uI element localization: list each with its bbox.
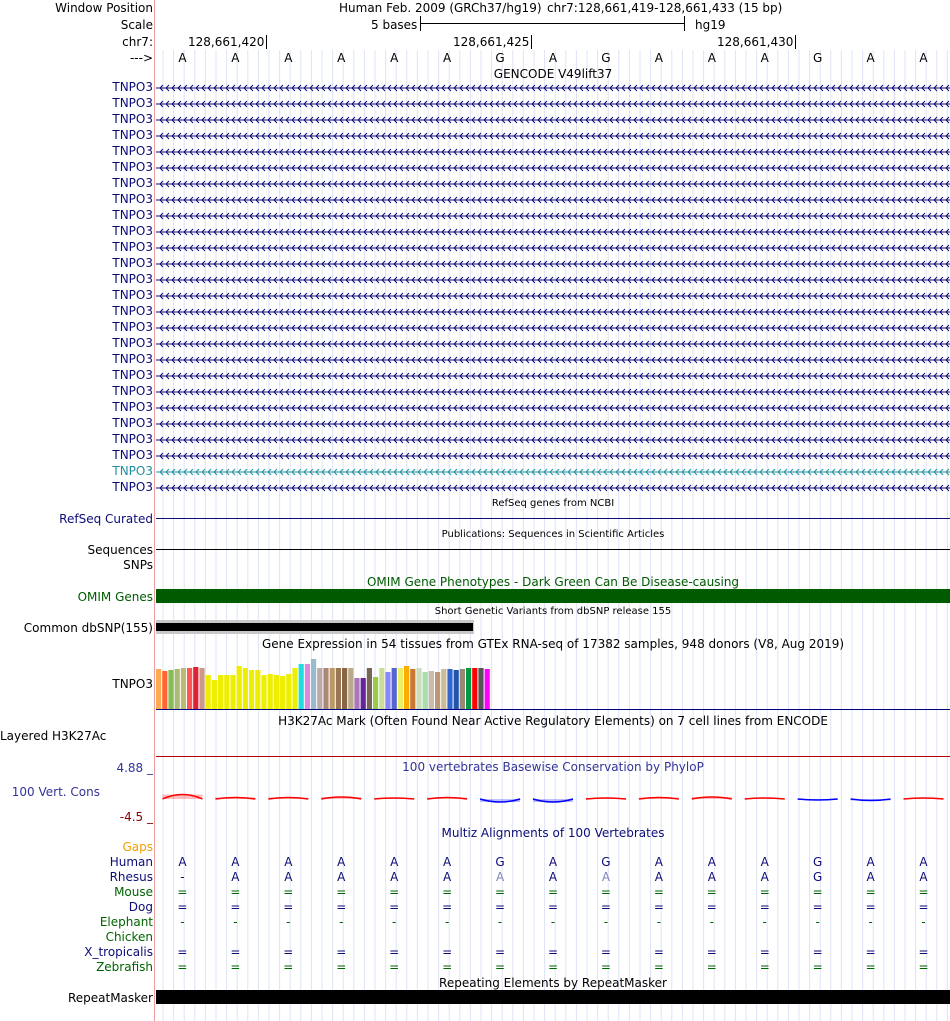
gtex-tissue-bar [385,672,390,709]
repeatmasker-track-title: Repeating Elements by RepeatMasker [439,976,667,990]
multiz-base: = [706,900,717,914]
multiz-base: G [601,855,611,869]
multiz-base: = [230,960,241,974]
multiz-base: - [339,915,344,929]
multiz-base: A [231,870,240,884]
gtex-tissue-bar [373,677,378,709]
phylop-score-bar [692,797,732,799]
gtex-tissue-bar [175,669,180,709]
multiz-base: A [919,855,928,869]
multiz-base: = [495,960,506,974]
multiz-base: = [759,960,770,974]
multiz-base: A [548,870,558,884]
multiz-species-label[interactable]: Rhesus [109,870,153,884]
gencode-transcript-label[interactable]: TNPO3 [112,176,153,190]
phylop-score-bar [268,798,308,800]
ruler-tick-3: 128,661,430 [717,35,796,49]
multiz-base: = [389,900,400,914]
repeatmasker-track-label[interactable]: RepeatMasker [67,991,153,1005]
ruler-tick-2: 128,661,425 [453,35,532,49]
multiz-base: = [442,960,453,974]
multiz-base: A [443,870,452,884]
multiz-base: = [177,885,188,899]
multiz-base: = [389,960,400,974]
gencode-transcript-label[interactable]: TNPO3 [112,336,153,350]
gtex-tissue-bar [361,678,366,709]
gtex-tissue-bar [249,670,254,709]
gtex-tissue-bar [199,668,204,709]
gtex-tissue-bar [435,672,440,709]
multiz-base: = [653,960,664,974]
multiz-base: = [865,885,876,899]
multiz-base: = [865,960,876,974]
multiz-base: A [390,855,399,869]
multiz-base: = [653,885,664,899]
gencode-transcript-label[interactable]: TNPO3 [112,288,153,302]
multiz-base: = [812,885,823,899]
gtex-tissue-bar [224,675,229,709]
gencode-transcript-label[interactable]: TNPO3 [112,304,153,318]
multiz-base: = [865,945,876,959]
multiz-base: = [706,945,717,959]
multiz-base: = [812,960,823,974]
multiz-base: = [865,900,876,914]
multiz-base: A [178,855,187,869]
multiz-base: A [548,855,558,869]
gtex-tissue-bar [410,669,415,709]
gtex-tissue-bar [299,664,304,709]
omim-track-label[interactable]: OMIM Genes [77,590,153,604]
multiz-base: = [706,885,717,899]
gencode-transcript-label[interactable]: TNPO3 [112,432,153,446]
multiz-species-label[interactable]: Elephant [99,915,153,929]
gtex-tissue-bar [342,668,347,709]
phylop-score-bar [480,799,520,802]
refseq-track-label[interactable]: RefSeq Curated [59,512,153,526]
gtex-tissue-bar [478,668,483,709]
multiz-species-label[interactable]: X_tropicalis [84,945,153,959]
multiz-base: A [443,855,452,869]
reference-base: A [390,51,399,65]
multiz-base: = [812,900,823,914]
multiz-base: A [231,855,240,869]
multiz-base: = [442,945,453,959]
multiz-base: = [600,885,611,899]
chrom-label: chr7: [122,35,153,49]
gtex-tissue-bar [218,675,223,709]
multiz-base: - [868,915,873,929]
gencode-transcript-label[interactable]: TNPO3 [112,112,153,126]
dbsnp-track-title: Short Genetic Variants from dbSNP release 155 [434,606,672,617]
multiz-species-label[interactable]: Dog [128,900,153,914]
multiz-base: = [230,945,241,959]
gtex-tissue-bar [392,668,397,709]
multiz-base: - [709,915,714,929]
gencode-transcript-label[interactable]: TNPO3 [112,80,153,94]
gencode-track-title: GENCODE V49lift37 [493,67,613,81]
gencode-transcript-label[interactable]: TNPO3 [112,480,153,494]
multiz-base: G [813,870,823,884]
multiz-base: = [495,885,506,899]
gtex-tissue-bar [237,666,242,709]
multiz-base: A [284,855,293,869]
phylop-score-bar [904,798,944,799]
gtex-tissue-bar [429,671,434,709]
reference-base: G [601,51,611,65]
phylop-signal[interactable] [156,776,950,826]
phylop-min-label: -4.5 _ [119,810,153,824]
gencode-transcripts[interactable] [156,78,950,508]
gtex-tissue-bar [255,670,260,709]
gtex-track-label[interactable]: TNPO3 [112,677,153,691]
gtex-tissue-bar [193,667,198,709]
multiz-base: - [815,915,820,929]
phylop-score-bar [427,798,467,800]
multiz-species-label[interactable]: Zebrafish [96,960,153,974]
strand-arrow-label: ---> [129,51,153,65]
refseq-gene-line[interactable] [156,518,950,519]
gencode-transcript-label[interactable]: TNPO3 [112,160,153,174]
multiz-base: A [337,855,346,869]
multiz-base: = [759,885,770,899]
gtex-tissue-bar [156,669,161,709]
window-position-label: Window Position [55,1,153,15]
gencode-transcript-label[interactable]: TNPO3 [112,96,153,110]
reference-base: G [495,51,505,65]
publications-track-title: Publications: Sequences in Scientific Articles [441,529,665,540]
multiz-base: = [653,900,664,914]
phylop-track-label[interactable]: 100 Vert. Cons [11,785,100,799]
gencode-transcript-label[interactable]: TNPO3 [112,208,153,222]
gtex-tissue-bar [423,672,428,709]
reference-base: A [866,51,875,65]
gtex-tissue-bar [460,669,465,709]
gtex-tissue-bar [243,668,248,709]
scale-bar-label: 5 bases [371,18,418,32]
gtex-tissue-bar [330,668,335,709]
multiz-species-label[interactable]: Chicken [105,930,153,944]
multiz-base: = [706,960,717,974]
multiz-base: = [547,900,559,914]
multiz-base: A [601,870,611,884]
multiz-base: = [918,885,929,899]
reference-base: A [707,51,716,65]
gencode-transcript-label[interactable]: TNPO3 [112,128,153,142]
gtex-tissue-bar [187,668,192,709]
position-text: chr7:128,661,419-128,661,433 (15 bp) [547,1,783,15]
gtex-tissue-bar [454,670,459,709]
scale-label: Scale [120,18,153,32]
multiz-base: A [707,870,716,884]
multiz-species-label[interactable]: Mouse [114,885,153,899]
multiz-base: = [336,945,347,959]
multiz-base: A [866,870,875,884]
reference-base: A [178,51,187,65]
gtex-tissue-bar [404,666,409,709]
gtex-tissue-bar [162,671,167,709]
gtex-tissue-bar [261,675,266,709]
multiz-base: = [177,960,188,974]
reference-base: A [231,51,240,65]
gtex-tissue-bar [168,670,173,709]
gtex-tissue-bar [212,680,217,709]
gtex-tissue-bar [447,669,452,709]
gtex-tissue-bar [336,668,341,709]
multiz-base: - [180,870,185,884]
h3k27ac-baseline [156,756,950,757]
multiz-base: - [762,915,767,929]
gtex-tissue-bar [280,676,285,709]
phylop-score-bar [851,799,891,801]
multiz-base: = [600,945,611,959]
multiz-base: = [442,885,453,899]
phylop-score-bar [321,797,361,799]
gtex-tissue-bar [274,675,279,709]
multiz-base: = [918,945,929,959]
multiz-base: = [336,960,347,974]
multiz-species-label[interactable]: Human [109,855,153,869]
multiz-base: = [495,900,506,914]
phylop-score-bar [162,795,202,800]
phylop-score-bar [533,799,573,802]
multiz-base: = [547,945,559,959]
omim-track-title: OMIM Gene Phenotypes - Dark Green Can Be Disease-causing [366,575,740,589]
multiz-base: - [550,915,556,929]
gtex-tissue-bar [230,675,235,709]
multiz-base: A [866,855,875,869]
publications-track-label[interactable]: Sequences [87,543,153,557]
h3k27ac-track-title: H3K27Ac Mark (Often Found Near Active Regulatory Elements) on 7 cell lines from ENCODE [278,714,828,728]
multiz-base: = [442,900,453,914]
h3k27ac-track-label[interactable]: Layered H3K27Ac [0,729,107,743]
phylop-track-title: 100 vertebrates Basewise Conservation by PhyloP [402,760,704,774]
multiz-base: = [918,900,929,914]
multiz-base: A [919,870,928,884]
gtex-tissue-bar [466,668,471,709]
gtex-tissue-bar [398,668,403,709]
gtex-tissue-bar [472,668,477,709]
gtex-tissue-bar [311,659,316,709]
gencode-transcript-label[interactable]: TNPO3 [112,448,153,462]
multiz-base: = [177,945,188,959]
gtex-tissue-bar [286,674,291,709]
ruler-tick-1: 128,661,420 [188,35,267,49]
gtex-tissue-bar [323,668,328,709]
reference-base: A [548,51,558,65]
publications-line[interactable] [156,549,950,550]
multiz-base: = [600,900,611,914]
gencode-transcript-label[interactable]: TNPO3 [112,144,153,158]
multiz-base: G [813,855,823,869]
multiz-base: = [600,960,611,974]
multiz-base: - [180,915,185,929]
reference-base: A [919,51,928,65]
multiz-base: = [918,960,929,974]
reference-base: A [760,51,769,65]
phylop-max-label: 4.88 _ [116,761,153,775]
reference-base: A [284,51,293,65]
reference-base: A [443,51,452,65]
multiz-base: = [336,885,347,899]
gtex-tissue-bar [354,678,359,709]
multiz-base: A [495,870,505,884]
gtex-tissue-bar [379,668,384,709]
repeatmasker-feature[interactable] [156,990,950,1004]
multiz-base: A [760,870,769,884]
multiz-base: - [497,915,503,929]
multiz-base: A [337,870,346,884]
multiz-base: A [654,870,663,884]
multiz-base: - [444,915,450,929]
reference-base: A [654,51,663,65]
multiz-base: = [336,900,347,914]
multiz-base: = [812,945,823,959]
multiz-base: - [603,915,609,929]
multiz-base: = [389,885,400,899]
gencode-transcript-label[interactable]: TNPO3 [112,352,153,366]
reference-base: A [337,51,346,65]
database-label: hg19 [695,18,726,32]
assembly-name: Human Feb. 2009 (GRCh37/hg19) [339,1,542,15]
multiz-base: A [654,855,663,869]
multiz-base: = [230,885,241,899]
gencode-transcript-label[interactable]: TNPO3 [112,192,153,206]
multiz-base: = [495,945,506,959]
multiz-base: = [547,885,559,899]
phylop-score-bar [798,799,838,800]
snps-label: SNPs [123,558,153,572]
multiz-base: A [284,870,293,884]
multiz-gaps-label: Gaps [122,840,153,854]
multiz-base: - [921,915,926,929]
multiz-base: = [759,945,770,959]
multiz-base: A [707,855,716,869]
gtex-tissue-bar [485,669,490,709]
gtex-bar-chart[interactable] [156,652,950,710]
gtex-track-title: Gene Expression in 54 tissues from GTEx RNA-seq of 17382 samples, 948 donors (V8, Aug 2019) [261,637,845,651]
gtex-tissue-bar [206,675,211,709]
multiz-base: = [547,960,559,974]
scale-bar [420,16,685,31]
dbsnp-track-label[interactable]: Common dbSNP(155) [23,621,153,635]
multiz-base: = [653,945,664,959]
gtex-tissue-bar [268,674,273,709]
phylop-score-bar [374,798,414,799]
multiz-track-title: Multiz Alignments of 100 Vertebrates [441,826,665,840]
multiz-base: = [389,945,400,959]
gencode-transcript-label[interactable]: TNPO3 [112,240,153,254]
gtex-tissue-bar [292,668,297,709]
omim-feature[interactable] [156,589,950,603]
multiz-base: = [283,960,294,974]
gencode-transcript-label[interactable]: TNPO3 [112,368,153,382]
multiz-base: = [283,885,294,899]
multiz-base: - [286,915,291,929]
gencode-transcript-label[interactable]: TNPO3 [112,400,153,414]
gencode-transcript-label[interactable]: TNPO3 [112,272,153,286]
multiz-base: A [390,870,399,884]
multiz-base: A [760,855,769,869]
reference-base: G [813,51,823,65]
multiz-base: = [283,900,294,914]
multiz-base: - [392,915,397,929]
phylop-score-bar [215,798,255,800]
refseq-track-title: RefSeq genes from NCBI [491,498,615,509]
phylop-score-bar [586,798,626,799]
gtex-tissue-bar [348,668,353,709]
phylop-score-bar [639,798,679,800]
gencode-transcript-label[interactable]: TNPO3 [112,256,153,270]
multiz-base: = [177,900,188,914]
multiz-base: = [759,900,770,914]
phylop-score-bar [745,798,785,799]
gencode-transcript-label[interactable]: TNPO3 [112,464,153,478]
gencode-transcript-label[interactable]: TNPO3 [112,224,153,238]
gtex-tissue-bar [181,668,186,709]
gencode-transcript-label[interactable]: TNPO3 [112,384,153,398]
gencode-transcript-label[interactable]: TNPO3 [112,320,153,334]
multiz-base: G [495,855,505,869]
multiz-base: - [656,915,662,929]
gtex-tissue-bar [367,668,372,709]
gtex-tissue-bar [416,668,421,709]
multiz-base: - [233,915,238,929]
multiz-base: = [230,900,241,914]
dbsnp-feature[interactable] [156,623,473,631]
gencode-transcript-label[interactable]: TNPO3 [112,416,153,430]
gtex-tissue-bar [305,664,310,709]
gtex-tissue-bar [441,669,446,709]
gtex-tissue-bar [317,668,322,709]
multiz-base: = [283,945,294,959]
